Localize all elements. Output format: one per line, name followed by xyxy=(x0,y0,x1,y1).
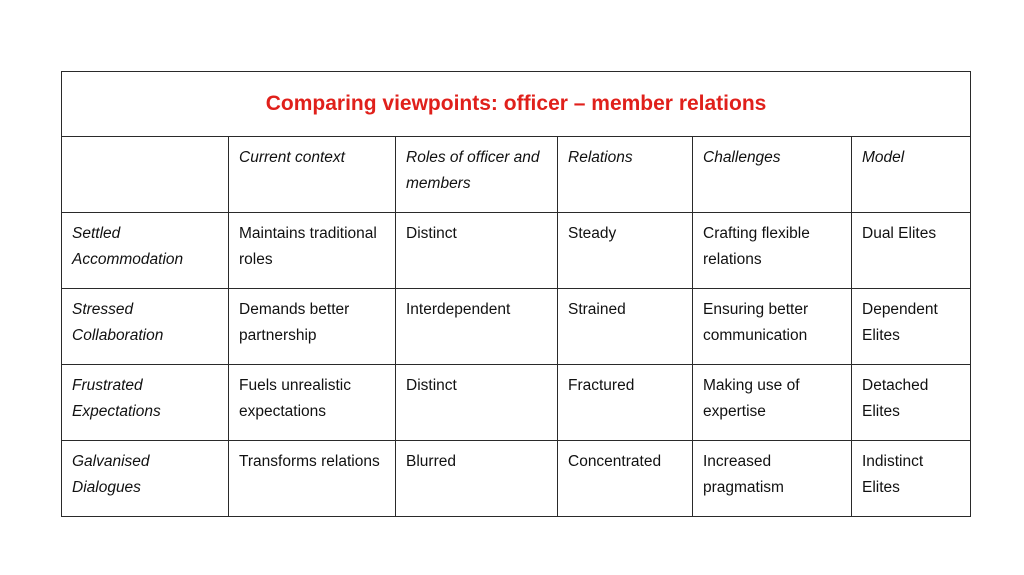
row-label: Settled Accommodation xyxy=(62,213,229,289)
cell-model: Indistinct Elites xyxy=(852,441,971,517)
cell-current-context: Demands better partnership xyxy=(229,289,396,365)
table-row-settled-accommodation xyxy=(62,213,971,289)
header-roles: Roles of officer and members xyxy=(396,137,558,213)
comparison-table xyxy=(61,71,971,517)
table-row-frustrated-expectations xyxy=(62,365,971,441)
cell-roles: Distinct xyxy=(396,365,558,441)
cell-model: Detached Elites xyxy=(852,365,971,441)
header-empty-cell xyxy=(62,137,229,213)
cell-challenges: Ensuring better communication xyxy=(693,289,852,365)
header-model: Model xyxy=(852,137,971,213)
cell-current-context: Fuels unrealistic expectations xyxy=(229,365,396,441)
header-challenges: Challenges xyxy=(693,137,852,213)
cell-challenges: Increased pragmatism xyxy=(693,441,852,517)
header-row xyxy=(62,137,971,213)
cell-roles: Interdependent xyxy=(396,289,558,365)
cell-relations: Concentrated xyxy=(558,441,693,517)
cell-relations: Steady xyxy=(558,213,693,289)
cell-current-context: Transforms relations xyxy=(229,441,396,517)
cell-model: Dual Elites xyxy=(852,213,971,289)
cell-roles: Blurred xyxy=(396,441,558,517)
cell-challenges: Crafting flexible relations xyxy=(693,213,852,289)
table-row-stressed-collaboration xyxy=(62,289,971,365)
cell-roles: Distinct xyxy=(396,213,558,289)
header-current-context: Current context xyxy=(229,137,396,213)
header-relations: Relations xyxy=(558,137,693,213)
cell-current-context: Maintains traditional roles xyxy=(229,213,396,289)
cell-relations: Strained xyxy=(558,289,693,365)
cell-challenges: Making use of expertise xyxy=(693,365,852,441)
table-title: Comparing viewpoints: officer – member relations xyxy=(62,72,971,137)
table-row-galvanised-dialogues xyxy=(62,441,971,517)
cell-model: Dependent Elites xyxy=(852,289,971,365)
cell-relations: Fractured xyxy=(558,365,693,441)
row-label: Stressed Collaboration xyxy=(62,289,229,365)
title-row xyxy=(62,72,971,137)
row-label: Galvanised Dialogues xyxy=(62,441,229,517)
row-label: Frustrated Expectations xyxy=(62,365,229,441)
